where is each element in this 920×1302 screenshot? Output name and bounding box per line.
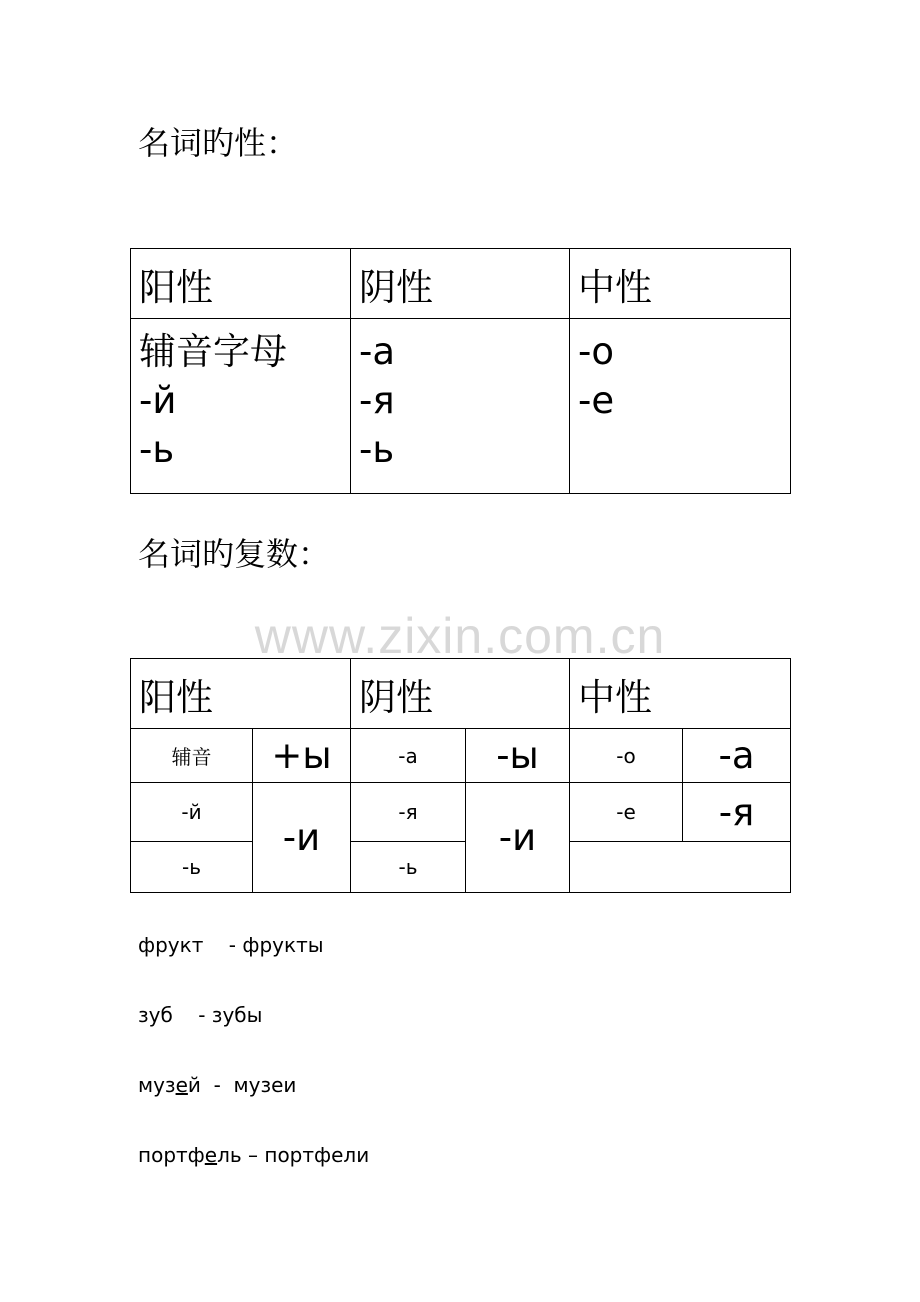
example-text: ль – портфели <box>217 1143 370 1167</box>
neuter-plural-ending: -а <box>683 729 791 783</box>
gender-heading: 名词旳性： <box>138 124 299 162</box>
feminine-plural-ending: -ы <box>466 729 570 783</box>
header-neuter: 中性 <box>570 659 791 729</box>
plural-table <box>130 658 791 893</box>
feminine-ending: -я <box>359 379 395 422</box>
masculine-singular-ending: -ь <box>131 842 253 893</box>
neuter-ending: -е <box>578 379 615 422</box>
feminine-singular-ending: -я <box>351 783 466 842</box>
gender-table-header-row <box>131 249 791 319</box>
plural-table-row <box>131 842 791 893</box>
masculine-singular-ending: 辅音 <box>131 729 253 783</box>
masculine-ending: -ь <box>139 428 175 471</box>
example-line: зуб - зубы <box>138 1003 263 1027</box>
masculine-ending: 辅音字母 <box>139 330 287 373</box>
example-text: муз <box>138 1073 176 1097</box>
neuter-plural-ending: -я <box>683 783 791 842</box>
masculine-singular-ending: -й <box>131 783 253 842</box>
gender-table <box>130 248 791 494</box>
masculine-ending: -й <box>139 379 177 422</box>
header-feminine: 阴性 <box>351 249 570 319</box>
watermark: www.zixin.com.cn <box>254 608 666 664</box>
neuter-endings-cell <box>570 319 791 494</box>
empty-cell <box>570 842 791 893</box>
plural-table-row <box>131 783 791 842</box>
neuter-singular-ending: -е <box>570 783 683 842</box>
header-masculine: 阳性 <box>131 659 351 729</box>
header-neuter: 中性 <box>570 249 791 319</box>
neuter-ending: -о <box>578 330 614 373</box>
feminine-ending: -а <box>359 330 396 373</box>
example-text: портф <box>138 1143 205 1167</box>
header-masculine: 阳性 <box>131 249 351 319</box>
masculine-endings-cell <box>131 319 351 494</box>
neuter-singular-ending: -о <box>570 729 683 783</box>
feminine-singular-ending: -а <box>351 729 466 783</box>
header-feminine: 阴性 <box>351 659 570 729</box>
underlined-letter: е <box>175 1073 188 1097</box>
plural-table-header-row <box>131 659 791 729</box>
masculine-plural-ending: +ы <box>253 729 351 783</box>
feminine-ending: -ь <box>359 428 395 471</box>
example-text: й - музеи <box>187 1073 297 1097</box>
underlined-letter: е <box>204 1143 218 1167</box>
example-line <box>138 1072 296 1098</box>
example-line: фрукт - фрукты <box>138 933 324 957</box>
feminine-endings-cell <box>351 319 570 494</box>
plural-table-row <box>131 729 791 783</box>
feminine-plural-ending: -и <box>466 783 570 893</box>
gender-table-body-row <box>131 319 791 494</box>
example-line <box>138 1142 369 1168</box>
masculine-plural-ending: -и <box>253 783 351 893</box>
feminine-singular-ending: -ь <box>351 842 466 893</box>
plural-heading: 名词旳复数： <box>138 535 331 573</box>
